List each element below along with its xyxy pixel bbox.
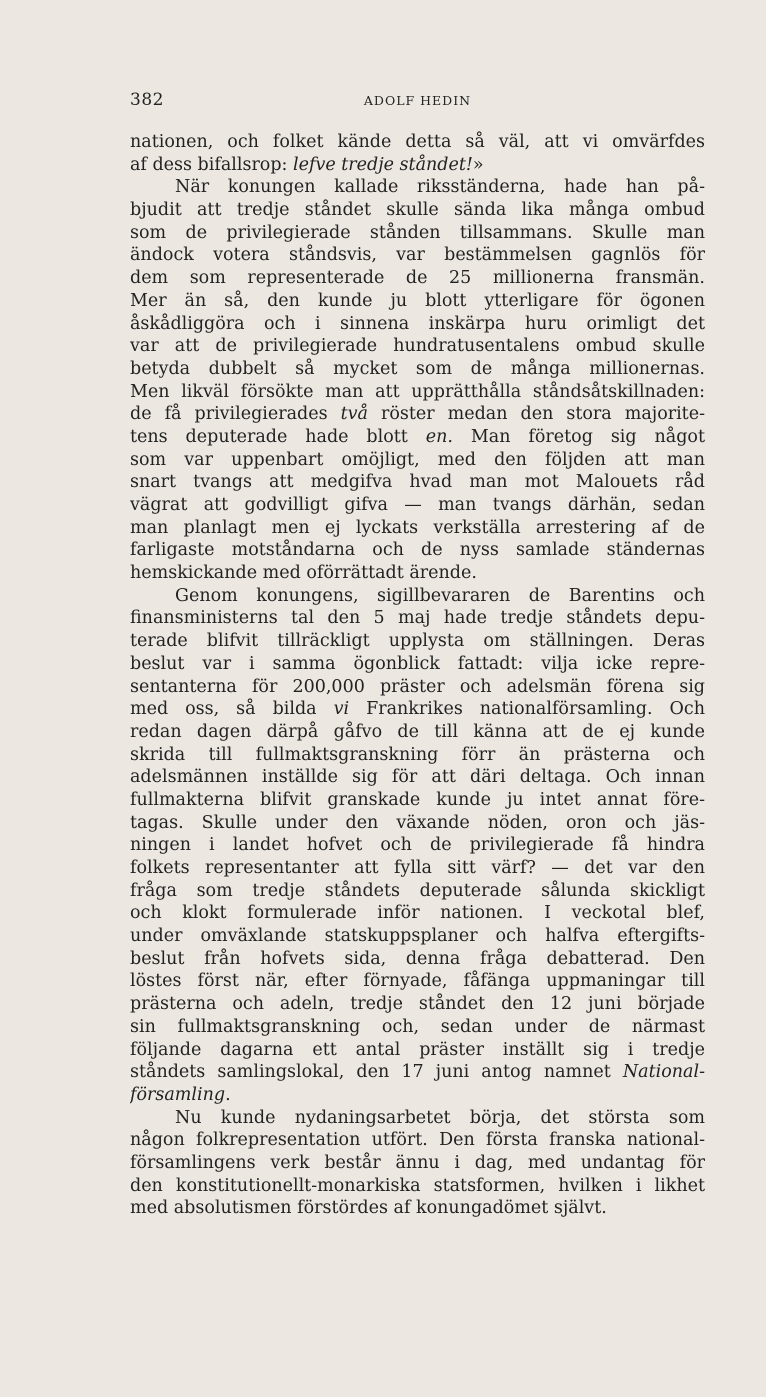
text-segment: och klokt formulerade inför nationen. I veckotal blef, bbox=[130, 903, 705, 924]
text-line bbox=[130, 607, 705, 630]
text-line bbox=[130, 1107, 705, 1130]
text-line bbox=[130, 517, 705, 540]
text-line bbox=[130, 948, 705, 971]
text-segment: farligaste motståndarna och de nyss samlade ständernas bbox=[130, 540, 705, 561]
text-line bbox=[130, 222, 705, 245]
text-segment: betyda dubbelt så mycket som de många millionernas. bbox=[130, 358, 705, 379]
text-line bbox=[130, 653, 705, 676]
text-segment: fråga som tredje ståndets deputerade sålunda skickligt bbox=[130, 880, 705, 901]
text-segment: Genom konungens, sigillbevararen de Barentins och bbox=[175, 585, 705, 606]
italic-text-segment: vi bbox=[333, 699, 350, 720]
text-segment: med oss, så bilda bbox=[130, 699, 334, 720]
text-segment: röster medan den stora majorite- bbox=[367, 404, 705, 425]
text-segment: ningen i landet hofvet och de privilegierade få hindra bbox=[130, 835, 705, 856]
text-line bbox=[130, 494, 705, 517]
italic-text-segment: två bbox=[340, 404, 368, 425]
text-line bbox=[130, 630, 705, 653]
text-segment: snart tvangs att medgifva hvad man mot Malouets råd bbox=[130, 472, 705, 493]
text-segment: Mer än så, den kunde ju blott ytterligare för ögonen bbox=[130, 290, 705, 311]
text-segment: Nu kunde nydaningsarbetet börja, det största som bbox=[175, 1107, 705, 1128]
text-line bbox=[130, 358, 705, 381]
text-line bbox=[130, 1197, 705, 1220]
italic-text-segment: lefve tredje ståndet! bbox=[293, 154, 473, 175]
text-line bbox=[130, 381, 705, 404]
text-segment: med absolutismen förstördes af konungadömet självt. bbox=[130, 1198, 607, 1219]
text-segment: dem som representerade de 25 millionerna fransmän. bbox=[130, 268, 705, 289]
text-line bbox=[130, 880, 705, 903]
text-segment: ståndets samlingslokal, den 17 juni antog namnet bbox=[130, 1062, 623, 1083]
text-segment: beslut var i samma ögonblick fattadt: vilja icke repre- bbox=[130, 653, 705, 674]
text-segment: sentanterna för 200,000 präster och adelsmän förena sig bbox=[130, 676, 705, 697]
text-line bbox=[130, 698, 705, 721]
text-segment: fullmakterna blifvit granskade kunde ju intet annat före- bbox=[130, 789, 705, 810]
text-segment: åskådliggöra och i sinnena inskärpa huru orimligt det bbox=[130, 313, 705, 334]
text-line bbox=[130, 676, 705, 699]
page-number: 382 bbox=[130, 90, 164, 110]
text-line bbox=[130, 199, 705, 222]
italic-text-segment: National- bbox=[622, 1062, 705, 1083]
italic-text-segment: församling bbox=[130, 1084, 226, 1105]
text-segment: som de privilegierade stånden tillsammans. Skulle man bbox=[130, 222, 705, 243]
text-line bbox=[130, 131, 705, 154]
text-segment: vägrat att godvilligt gifva — man tvangs därhän, sedan bbox=[130, 495, 705, 515]
text-segment: När konungen kallade riksständerna, hade han på- bbox=[175, 177, 705, 198]
text-line bbox=[130, 1129, 705, 1152]
text-line bbox=[130, 993, 705, 1016]
text-line bbox=[130, 834, 705, 857]
text-line bbox=[130, 154, 705, 177]
text-segment: terade blifvit tillräckligt upplysta om ställningen. Deras bbox=[130, 631, 705, 652]
text-segment: Men likväl försökte man att upprätthålla ståndsåtskillnaden: bbox=[130, 381, 705, 402]
text-segment: skrida till fullmaktsgranskning förr än prästerna och bbox=[130, 744, 705, 765]
text-segment: löstes först när, efter förnyade, fåfänga uppmaningar till bbox=[130, 971, 705, 992]
text-segment: prästerna och adeln, tredje ståndet den 12 juni började bbox=[130, 994, 705, 1015]
text-segment: var att de privilegierade hundratusentalens ombud skulle bbox=[130, 336, 705, 357]
text-segment: ändock votera ståndsvis, var bestämmelsen gagnlös för bbox=[130, 245, 705, 266]
text-line bbox=[130, 539, 705, 562]
text-line bbox=[130, 267, 705, 290]
text-segment: adelsmännen inställde sig för att däri deltaga. Och innan bbox=[130, 767, 705, 788]
text-segment: tagas. Skulle under den växande nöden, oron och jäs- bbox=[130, 812, 705, 833]
italic-text-segment: en. bbox=[425, 426, 453, 447]
page-header bbox=[130, 90, 705, 110]
text-segment: sin fullmaktsgranskning och, sedan under de närmast bbox=[130, 1016, 705, 1037]
text-segment: Frankrikes nationalförsamling. Och bbox=[349, 699, 705, 720]
text-segment: någon folkrepresentation utfört. Den första franska national- bbox=[130, 1130, 705, 1151]
text-line bbox=[130, 1084, 705, 1107]
text-line bbox=[130, 857, 705, 880]
body-text bbox=[130, 131, 705, 1220]
text-segment: församlingens verk består ännu i dag, med undantag för bbox=[130, 1152, 705, 1173]
text-line bbox=[130, 1152, 705, 1175]
text-line bbox=[130, 970, 705, 993]
text-line bbox=[130, 1016, 705, 1039]
text-segment: finansministerns tal den 5 maj hade tredje ståndets depu- bbox=[130, 608, 705, 629]
text-line bbox=[130, 562, 705, 585]
text-line bbox=[130, 744, 705, 767]
text-segment: under omväxlande statskuppsplaner och halfva eftergifts- bbox=[130, 926, 705, 947]
text-line bbox=[130, 471, 705, 494]
text-line bbox=[130, 313, 705, 336]
text-line bbox=[130, 1039, 705, 1062]
text-line bbox=[130, 426, 705, 449]
text-line bbox=[130, 789, 705, 812]
text-line bbox=[130, 335, 705, 358]
text-segment: . bbox=[225, 1084, 231, 1105]
text-segment: följande dagarna ett antal präster inställt sig i tredje bbox=[130, 1039, 705, 1060]
text-segment: de få privilegierades bbox=[130, 404, 341, 425]
text-segment: beslut från hofvets sida, denna fråga debatterad. Den bbox=[130, 948, 705, 969]
text-line bbox=[130, 449, 705, 472]
text-line bbox=[130, 925, 705, 948]
text-segment: den konstitutionellt-monarkiska statsformen, hvilken i likhet bbox=[130, 1175, 705, 1196]
text-segment: som var uppenbart omöjligt, med den följden att man bbox=[130, 449, 705, 470]
text-segment: bjudit att tredje ståndet skulle sända lika många ombud bbox=[130, 200, 705, 221]
text-segment: nationen, och folket kände detta så väl, att vi omvärfdes bbox=[130, 132, 705, 152]
text-segment: hemskickande med oförrättadt ärende. bbox=[130, 563, 477, 584]
text-line bbox=[130, 403, 705, 426]
text-line bbox=[130, 1061, 705, 1084]
text-segment: man planlagt men ej lyckats verkställa arrestering af de bbox=[130, 517, 705, 538]
text-line bbox=[130, 721, 705, 744]
running-head: ADOLF HEDIN bbox=[363, 93, 472, 108]
text-segment: af dess bifallsrop: bbox=[130, 154, 294, 175]
text-line bbox=[130, 290, 705, 313]
text-line bbox=[130, 902, 705, 925]
text-segment: folkets representanter att fylla sitt värf? — det var den bbox=[130, 858, 705, 878]
text-segment: redan dagen därpå gåfvo de till känna att de ej kunde bbox=[130, 721, 705, 742]
text-line bbox=[130, 766, 705, 789]
text-line bbox=[130, 1175, 705, 1198]
text-segment: Man företog sig något bbox=[452, 426, 705, 447]
text-line bbox=[130, 176, 705, 199]
text-line bbox=[130, 585, 705, 608]
text-line bbox=[130, 244, 705, 267]
text-line bbox=[130, 812, 705, 835]
text-segment: tens deputerade hade blott bbox=[130, 426, 426, 447]
text-segment: » bbox=[472, 154, 484, 175]
